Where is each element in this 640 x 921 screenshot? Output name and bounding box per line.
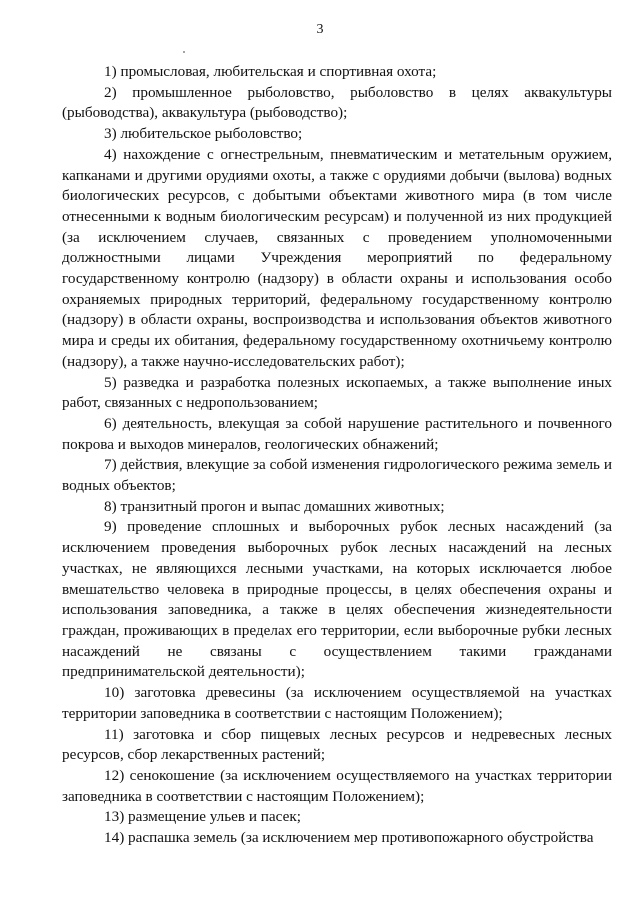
list-item-6: 6) деятельность, влекущая за собой нарушение растительного и почвенного покрова и выходов минералов, геологических обнажений; — [62, 414, 612, 453]
list-item-7: 7) действия, влекущие за собой изменения гидрологического режима земель и водных объектов; — [62, 456, 612, 495]
list-item-5: 5) разведка и разработка полезных ископаемых, а также выполнение иных работ, связанных с недропользованием; — [62, 373, 612, 412]
list-item-4: 4) нахождение с огнестрельным, пневматическим и метательным оружием, капканами и другими орудиями охоты, а также с орудиями добычи (вылова) водных биологических ресурсов, с добытыми объектами животного мира (в том числе отнесенными к водным биологическим ресурсам) и полученной из них продукцией (за исключением случаев, связанных с проведением уполномоченными должностными лицами Учреждения мероприятий по федеральному государственному контролю (надзору) в области охраны и использования особо охраняемых природных территорий, федеральному государственному контролю (надзору) в области охраны, воспроизводства и использования объектов животного мира и среды их обитания, федеральному государственному охотничьему контролю (надзору), а также научно-исследовательских работ); — [62, 145, 612, 370]
list-item-10: 10) заготовка древесины (за исключением осуществляемой на участках территории заповедника в соответствии с настоящим Положением); — [62, 684, 612, 722]
page-number: 3 — [316, 22, 324, 37]
list-item-11: 11) заготовка и сбор пищевых лесных ресурсов и недревесных лесных ресурсов, сбор лекарственных растений; — [62, 725, 612, 764]
list-item-9: 9) проведение сплошных и выборочных рубок лесных насаждений (за исключением проведения выборочных рубок лесных насаждений на лесных участках, не являющихся лесными участками, на которых исключается любое вмешательство человека в природные процессы, в целях обеспечения охраны и использования заповедника, а также в целях обеспечения жизнедеятельности граждан, проживающих в пределах его территории, если выборочные рубки лесных насаждений не связаны с осуществлением такими гражданами предпринимательской деятельности); — [62, 518, 612, 681]
document-body — [62, 62, 612, 849]
list-item-12: 12) сенокошение (за исключением осуществляемого на участках территории заповедника в соответствии с настоящим Положением); — [62, 766, 612, 805]
list-item-1: 1) промысловая, любительская и спортивная охота; — [104, 63, 437, 80]
list-item-2: 2) промышленное рыболовство, рыболовство в целях аквакультуры (рыбоводства), аквакультура (рыбоводство); — [62, 83, 612, 122]
list-item-3: 3) любительское рыболовство; — [104, 125, 303, 143]
list-item-13: 13) размещение ульев и пасек; — [104, 808, 301, 826]
list-item-14: 14) распашка земель (за исключением мер противопожарного обустройства — [104, 829, 594, 847]
scan-speck — [183, 51, 185, 53]
list-item-8: 8) транзитный прогон и выпас домашних животных; — [104, 497, 445, 515]
